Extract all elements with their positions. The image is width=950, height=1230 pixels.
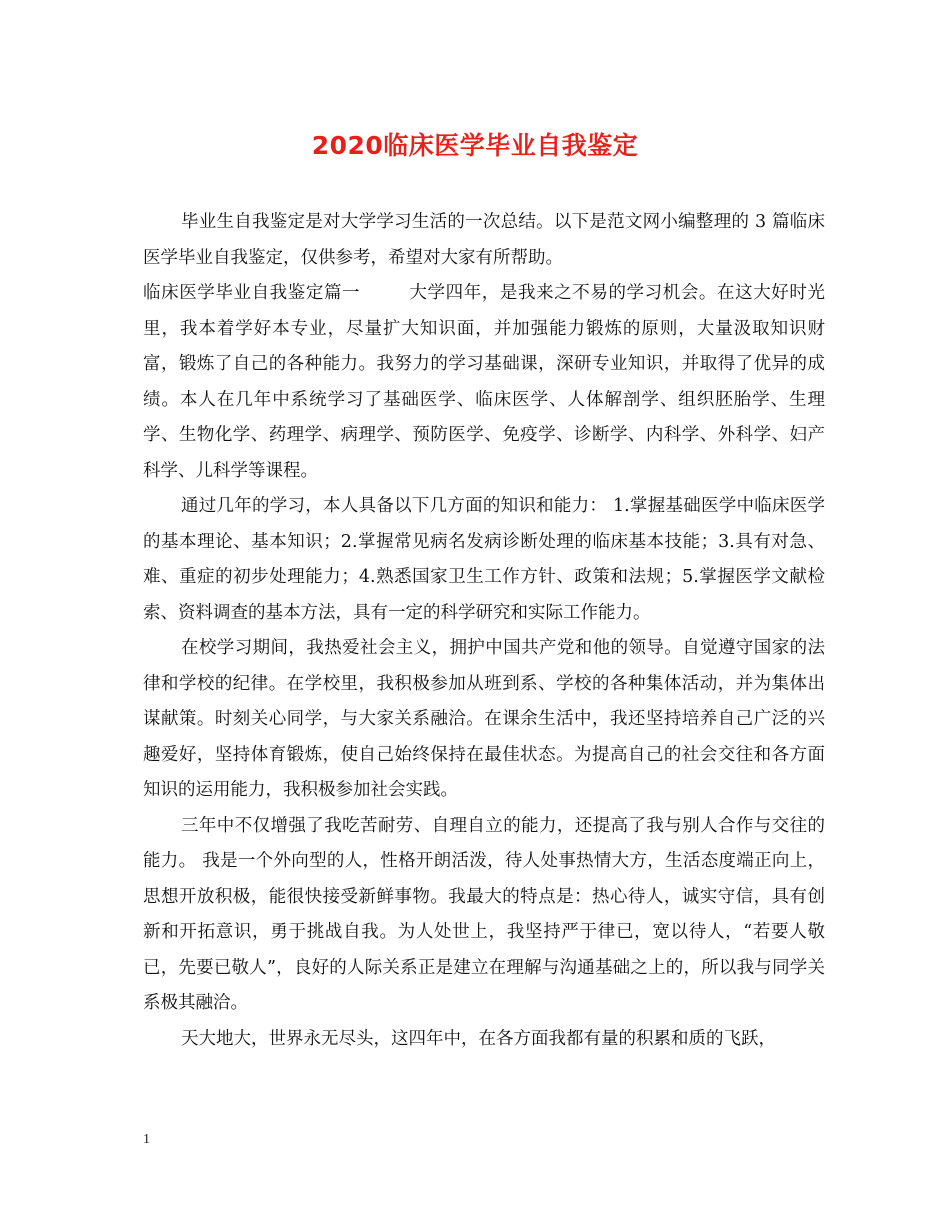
body-paragraph-4: 三年中不仅增强了我吃苦耐劳、自理自立的能力，还提高了我与别人合作与交往的能力。 我是一个外向型的人，性格开朗活泼，待人处事热情大方，生活态度端正向上，思想开放积极，能很快接受新鲜事物。我最大的特点是：热心待人，诚实守信，具有创新和开拓意识，勇于挑战自我。为人处世上，我坚持严于律已，宽以待人，“若要人敬已，先要已敬人”，良好的人际关系正是建立在理解与沟通基础之上的，所以我与同学关系极其融洽。 [143, 815, 825, 1013]
document-title: 2020临床医学毕业自我鉴定 [311, 131, 639, 160]
intro-paragraph: 毕业生自我鉴定是对大学学习生活的一次总结。以下是范文网小编整理的 3 篇临床医学毕业自我鉴定，仅供参考，希望对大家有所帮助。 [143, 212, 825, 268]
body-paragraph-5: 天大地大，世界永无尽头，这四年中，在各方面我都有量的积累和质的飞跃， [181, 1028, 776, 1049]
body-paragraph-1: 大学四年，是我来之不易的学习机会。在这大好时光里，我本着学好本专业，尽量扩大知识面，并加强能力锻炼的原则，大量汲取知识财富，锻炼了自己的各种能力。我努力的学习基础课，深研专业知识，并取得了优异的成绩。本人在几年中系统学习了基础医学、临床医学、人体解剖学、组织胚胎学、生理学、生物化学、药理学、病理学、预防医学、免疫学、诊断学、内科学、外科学、妇产科学、儿科学等课程。 [143, 283, 825, 481]
section-heading: 临床医学毕业自我鉴定篇一 [143, 283, 361, 303]
section-one-paragraph [143, 276, 825, 489]
body-paragraph-2: 通过几年的学习，本人具备以下几方面的知识和能力： 1.掌握基础医学中临床医学的基本理论、基本知识；2.掌握常见病名发病诊断处理的临床基本技能；3.具有对急、难、重症的初步处理能力；4.熟悉国家卫生工作方针、政策和法规；5.掌握医学文献检索、资料调查的基本方法，具有一定的科学研究和实际工作能力。 [143, 496, 825, 623]
document-body [143, 205, 825, 1057]
body-paragraph-3: 在校学习期间，我热爱社会主义，拥护中国共产党和他的领导。自觉遵守国家的法律和学校的纪律。在学校里，我积极参加从班到系、学校的各种集体活动，并为集体出谋献策。时刻关心同学，与大家关系融洽。在课余生活中，我还坚持培养自己广泛的兴趣爱好，坚持体育锻炼，使自己始终保持在最佳状态。为提高自己的社会交往和各方面知识的运用能力，我积极参加社会实践。 [143, 638, 825, 800]
page-number: 1 [143, 1132, 150, 1147]
